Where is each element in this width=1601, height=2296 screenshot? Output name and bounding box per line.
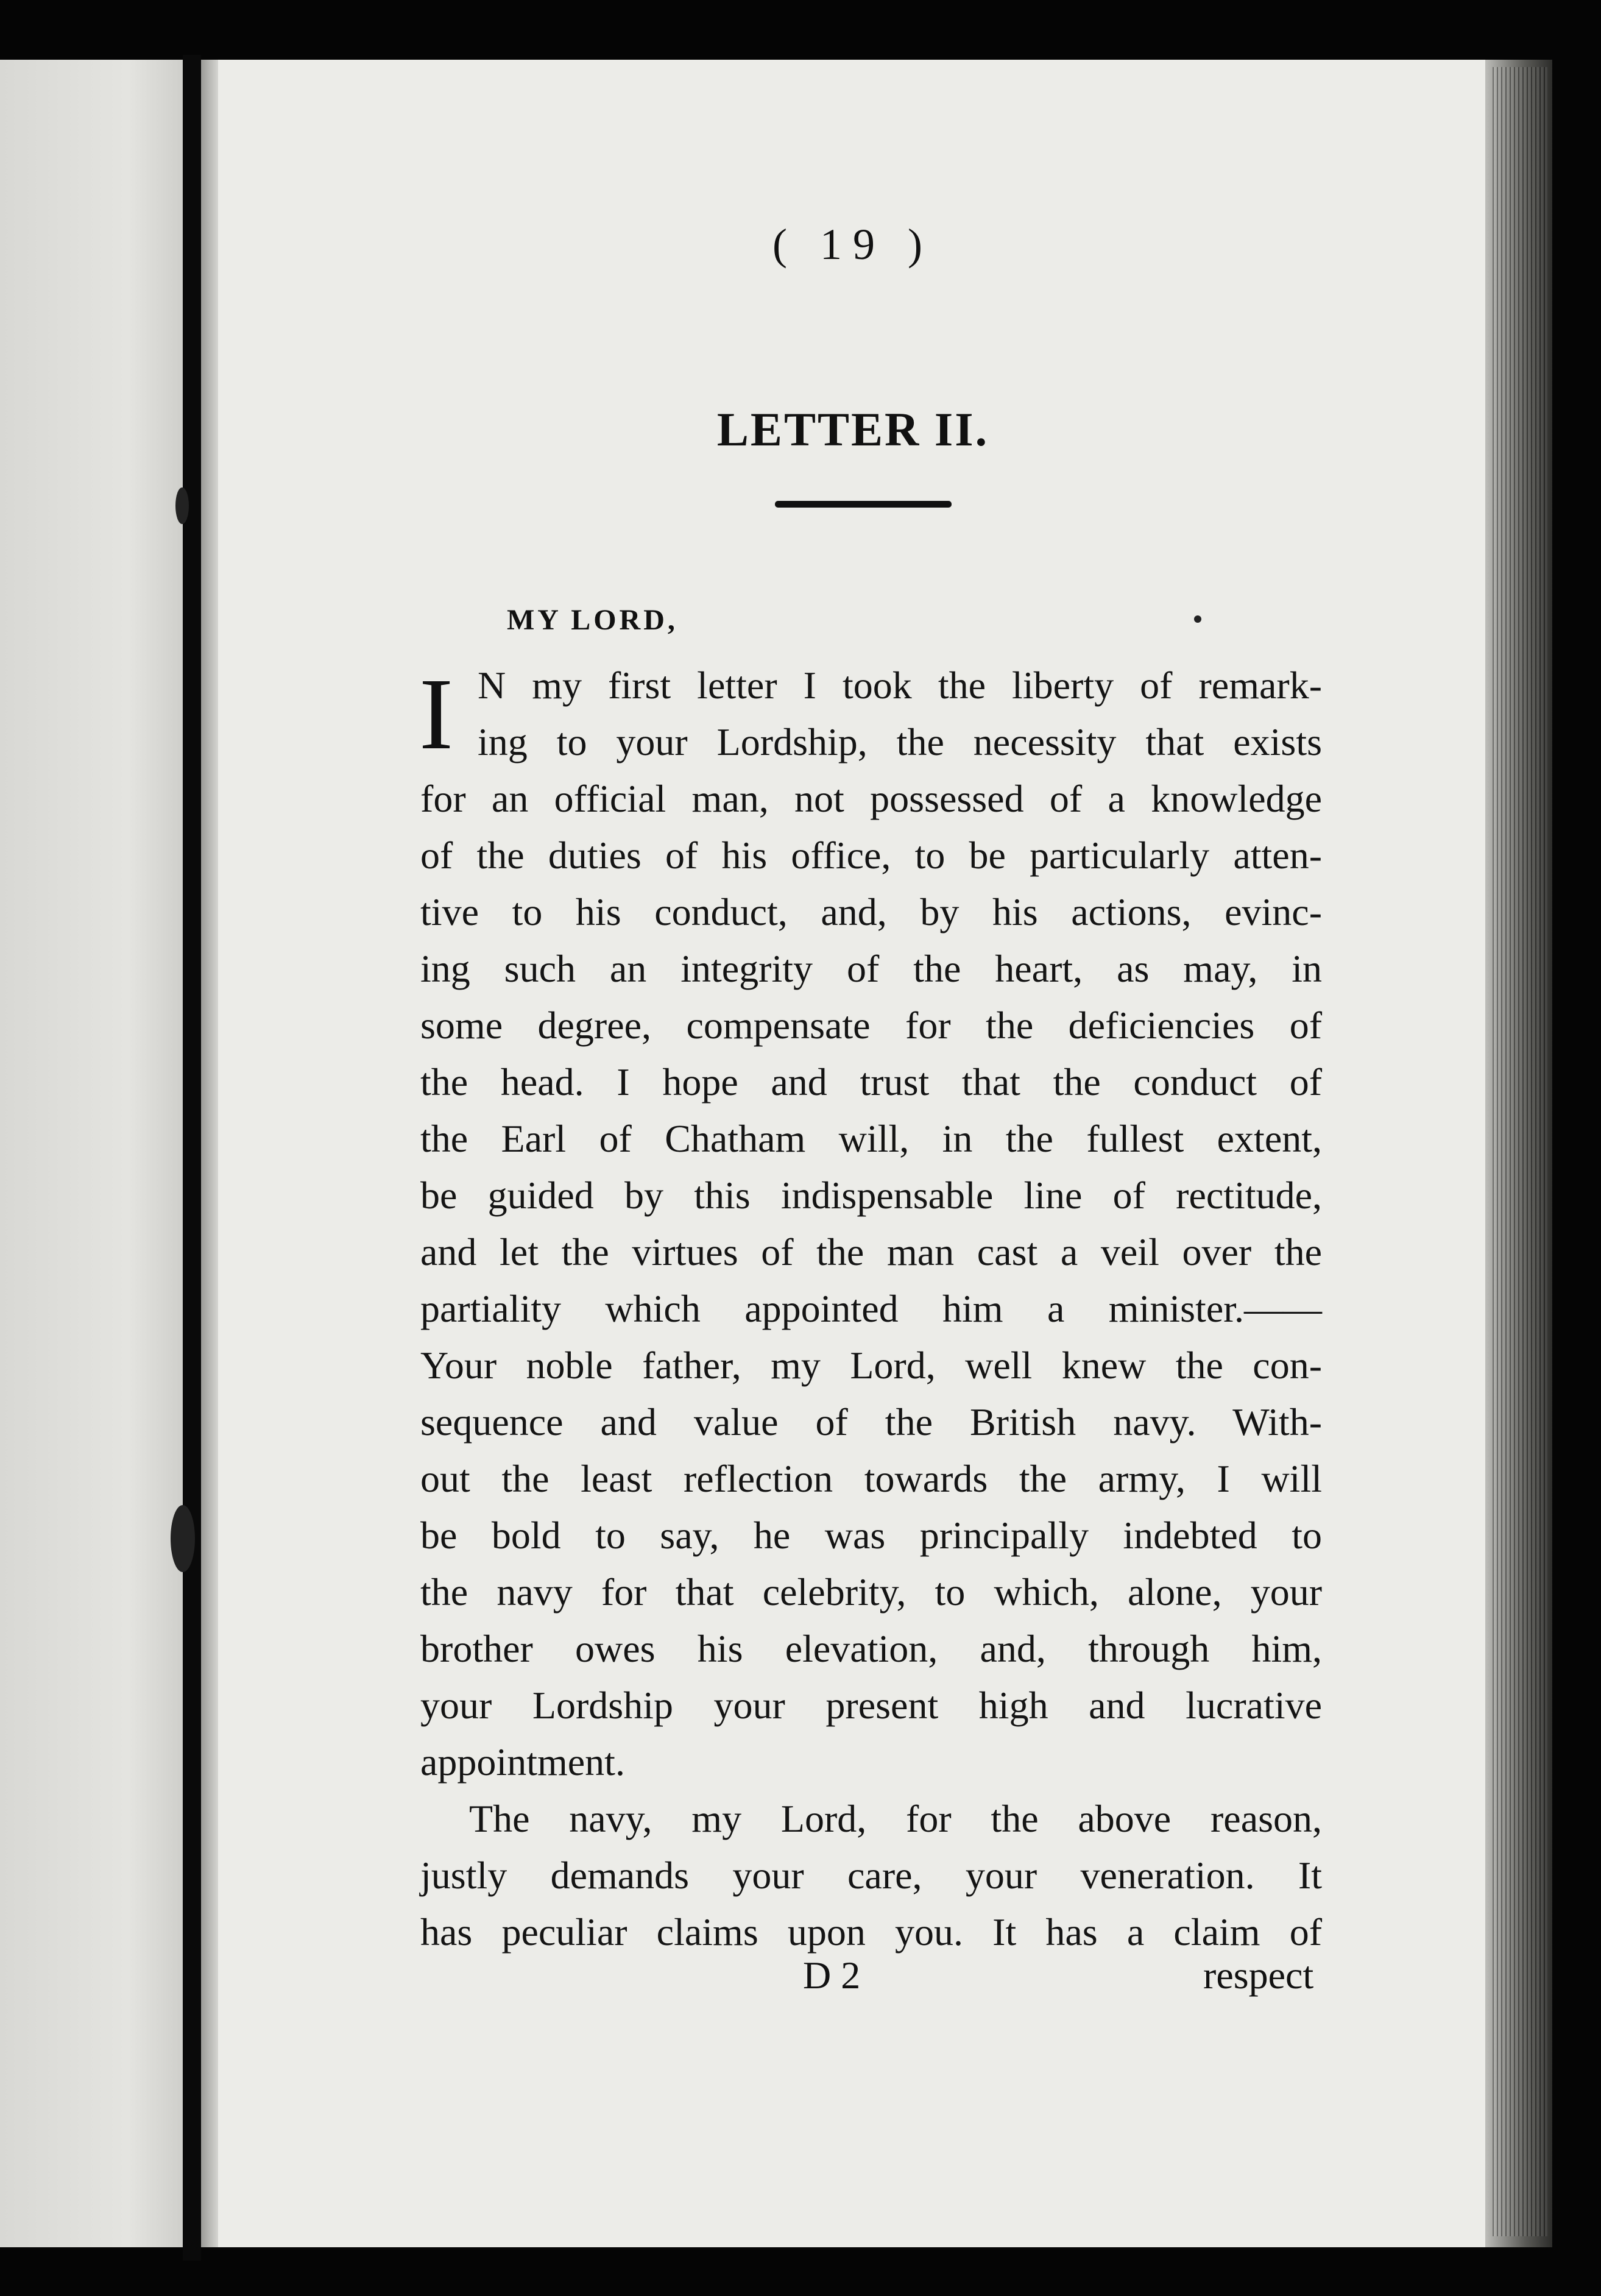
text-line: the head. I hope and trust that the conduct of	[420, 1060, 1322, 1104]
signature-mark: D 2	[803, 1954, 861, 1997]
text-line: be bold to say, he was principally indebted to	[420, 1514, 1322, 1557]
text-line: Your noble father, my Lord, well knew the con-	[420, 1344, 1322, 1387]
text-line: ing such an integrity of the heart, as may, in	[420, 947, 1322, 990]
text-line: your Lordship your present high and lucrative	[420, 1684, 1322, 1727]
gutter-shadow	[201, 60, 218, 2247]
text-line: some degree, compensate for the deficiencies of	[420, 1004, 1322, 1047]
binding-mark	[175, 487, 189, 524]
text-line: out the least reflection towards the army, I will	[420, 1457, 1322, 1500]
text-line: has peculiar claims upon you. It has a claim of	[420, 1910, 1322, 1954]
binding-mark	[171, 1505, 195, 1572]
salutation: MY LORD,	[507, 604, 678, 636]
text-line: of the duties of his office, to be particularly atten-	[420, 834, 1322, 877]
text-line: the navy for that celebrity, to which, alone, your	[420, 1570, 1322, 1614]
text-line: partiality which appointed him a minister.——	[420, 1287, 1322, 1330]
text-line: for an official man, not possessed of a knowledge	[420, 777, 1322, 820]
letter-heading: LETTER II.	[716, 403, 989, 456]
page-number: ( 19 )	[772, 220, 933, 269]
text-line: the Earl of Chatham will, in the fullest extent,	[420, 1117, 1322, 1160]
text-line: and let the virtues of the man cast a veil over the	[420, 1230, 1322, 1274]
page-stack-lines	[1493, 67, 1547, 2236]
text-line: The navy, my Lord, for the above reason,	[469, 1797, 1322, 1840]
text-line: sequence and value of the British navy. With-	[420, 1400, 1322, 1444]
text-line: appointment.	[420, 1740, 625, 1784]
letter-body	[420, 657, 1322, 1960]
text-line: N my first letter I took the liberty of remark-	[478, 664, 1322, 707]
catchword: respect	[1203, 1954, 1314, 1997]
facing-page-edge	[0, 60, 183, 2247]
book-gutter	[183, 55, 201, 2261]
drop-capital: I	[419, 657, 453, 771]
text-line: be guided by this indispensable line of rectitude,	[420, 1174, 1322, 1217]
ink-speck	[1194, 615, 1201, 623]
text-line: justly demands your care, your veneration. It	[420, 1854, 1322, 1897]
text-line: tive to his conduct, and, by his actions, evinc-	[420, 890, 1322, 934]
text-line: brother owes his elevation, and, through him,	[420, 1627, 1322, 1670]
heading-rule	[775, 501, 952, 508]
text-line: ing to your Lordship, the necessity that exists	[478, 720, 1322, 764]
